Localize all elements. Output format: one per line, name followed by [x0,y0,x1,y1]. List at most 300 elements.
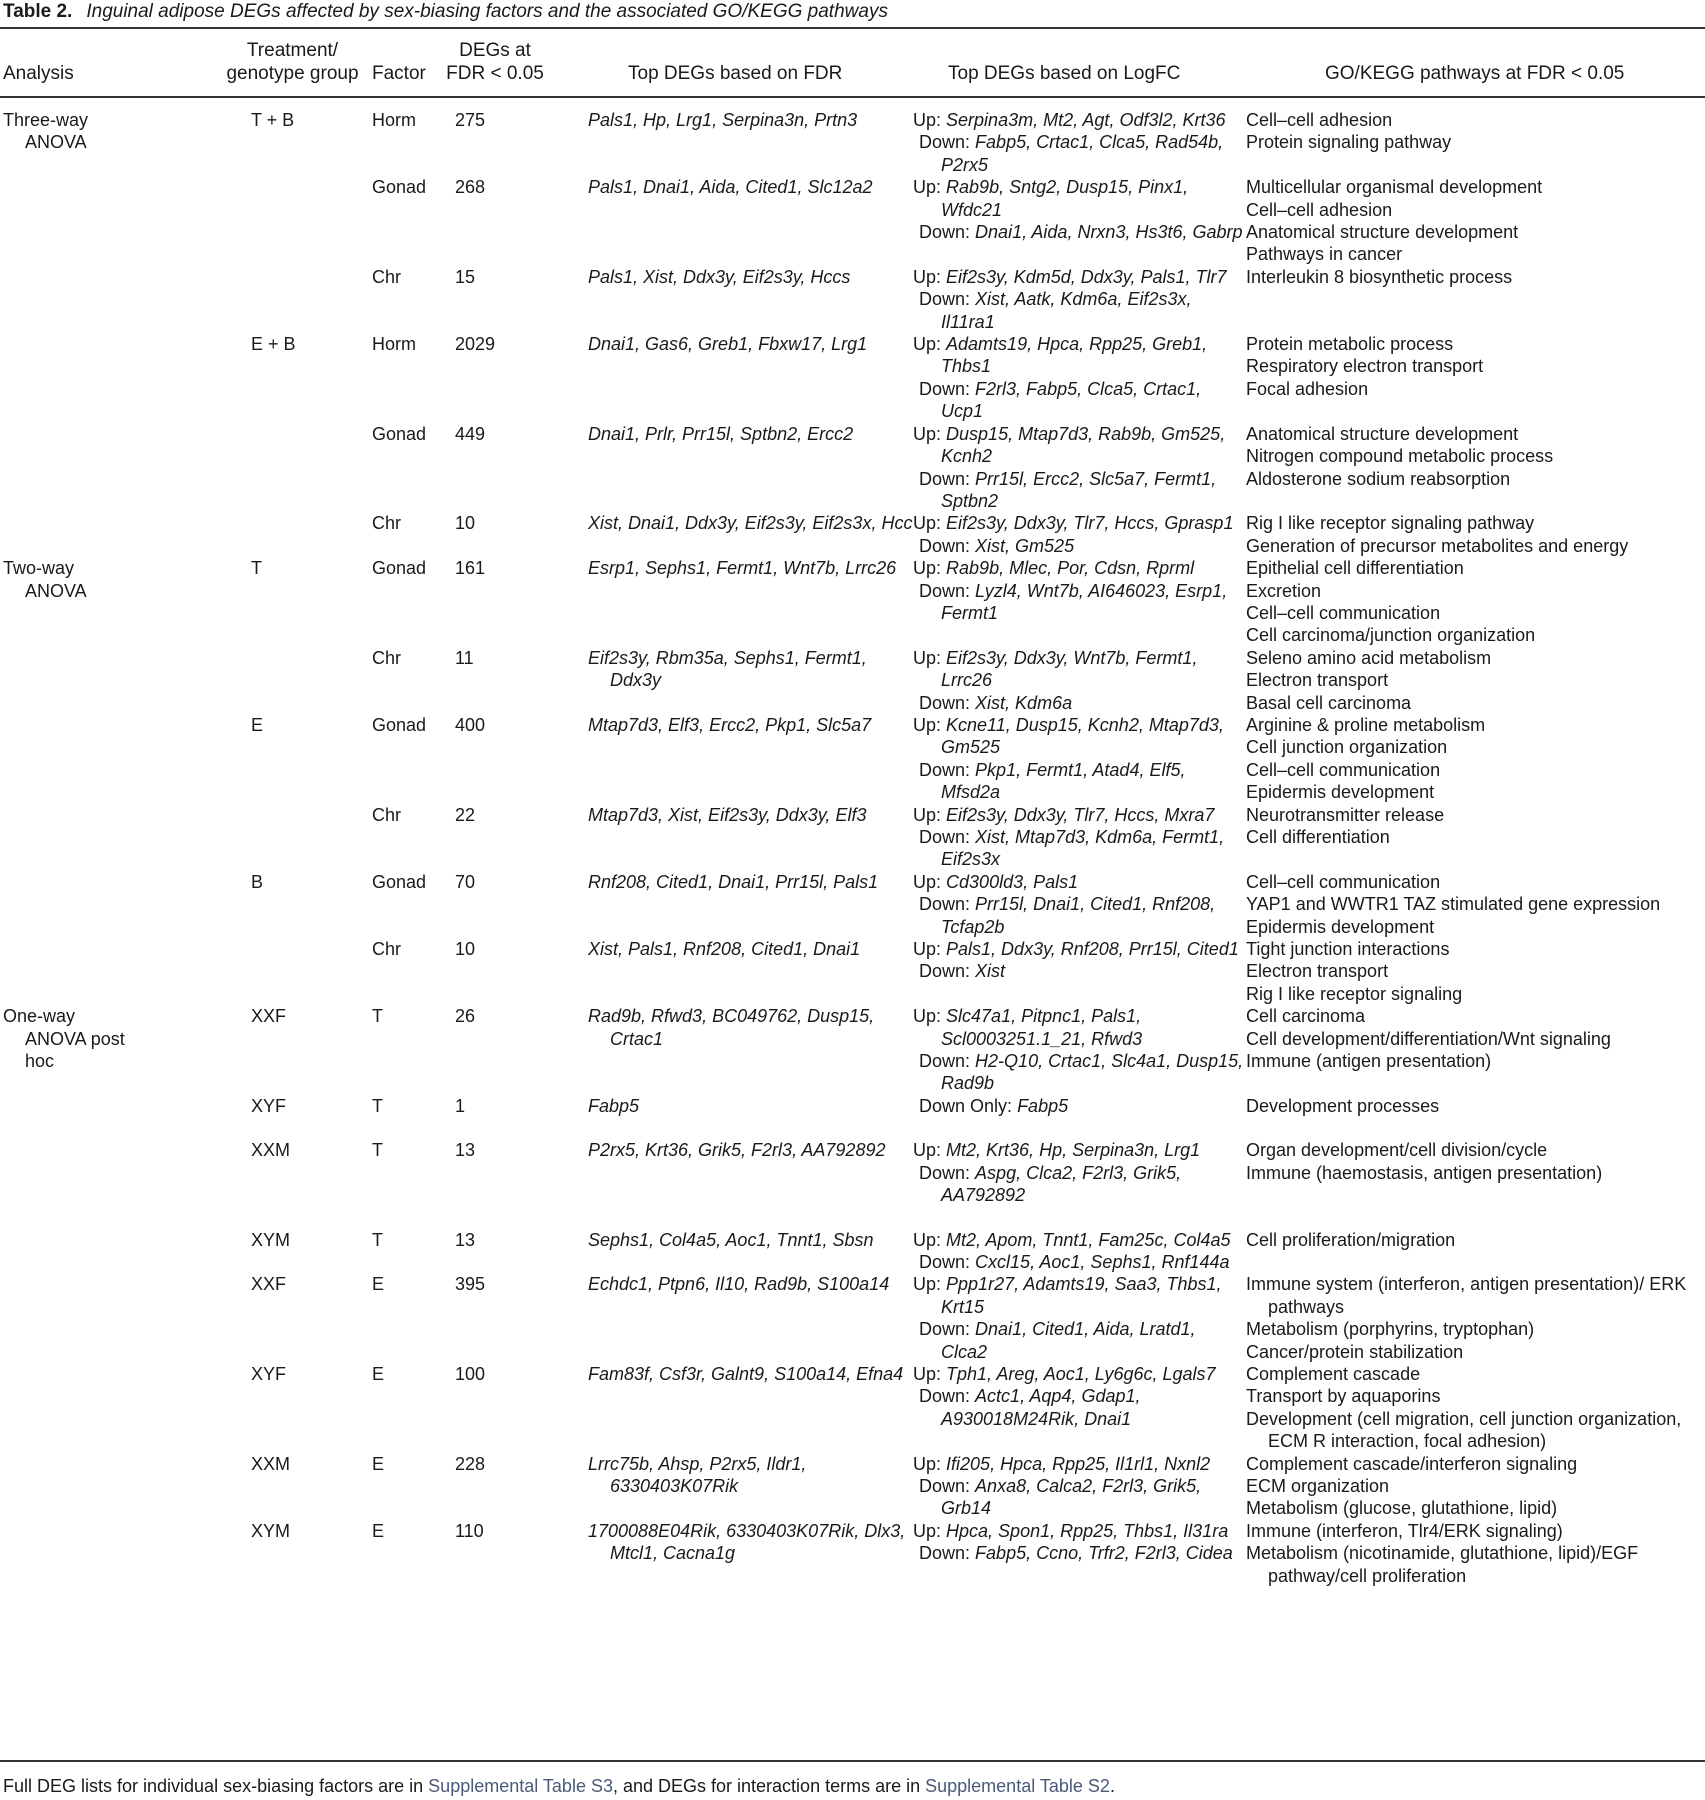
treatment-group: XYM [251,1229,291,1250]
treatment-group: XYF [251,1363,287,1384]
logfc-direction: Down: [919,289,971,310]
logfc-direction: Down: [919,1251,971,1272]
top-fdr-genes: Pals1, Dnai1, Aida, Cited1, Slc12a2 [588,177,873,198]
cell-analysis [0,1139,233,1206]
cell-group [233,871,372,938]
cell-analysis [0,804,233,871]
top-fdr-genes: Fabp5 [588,1095,640,1116]
logfc-genes: Fabp5, Ccno, Trfr2, F2rl3, Cidea [975,1543,1233,1564]
pathway: Transport by aquaporins [1246,1386,1441,1407]
cell-top-fdr [588,1229,913,1274]
top-fdr-genes: Esrp1, Sephs1, Fermt1, Wnt7b, Lrrc26 [588,558,897,579]
treatment-group: XXM [251,1140,291,1161]
logfc-direction: Down: [919,692,971,713]
cell-analysis [0,871,233,938]
cell-factor: Gonad [372,714,427,735]
pathway: Immune (antigen presentation) [1246,1051,1492,1072]
cell-top-fdr [588,266,913,333]
logfc-entry [913,647,1246,692]
logfc-genes: Slc47a1, Pitpnc1, Pals1, Scl0003251.1_21, Rfwd3 [941,1006,1143,1049]
logfc-direction: Down: [919,378,971,399]
logfc-genes: Hpca, Spon1, Rpp25, Thbs1, Il31ra [946,1520,1229,1541]
logfc-genes: H2-Q10, Crtac1, Slc4a1, Dusp15, Rad9b [941,1051,1244,1094]
logfc-direction: Up: [913,939,942,960]
bottom-rule [0,1760,1705,1762]
cell-analysis [0,647,233,714]
logfc-direction: Down: [919,1051,971,1072]
cell-go-kegg [1246,804,1705,871]
logfc-genes: Kcne11, Dusp15, Kcnh2, Mtap7d3, Gm525 [941,714,1224,758]
cell-top-fdr [588,512,913,557]
cell-analysis [0,714,233,804]
logfc-genes: Dusp15, Mtap7d3, Rab9b, Gm525, Kcnh2 [941,423,1226,467]
header-go-kegg: GO/KEGG pathways at FDR < 0.05 [1325,63,1625,84]
table-row [0,1229,1705,1274]
logfc-entry [913,557,1246,579]
pathway: YAP1 and WWTR1 TAZ stimulated gene expression [1246,894,1661,915]
top-fdr-genes: Dnai1, Gas6, Greb1, Fbxw17, Lrg1 [588,334,868,355]
header-rule [0,96,1705,98]
cell-factor: Chr [372,804,402,825]
logfc-entry [913,423,1246,468]
pathway: Cell–cell communication [1246,759,1441,780]
logfc-direction: Down: [919,961,971,982]
cell-group [233,176,372,266]
table-row [0,1139,1705,1206]
cell-degs-count: 26 [455,1006,476,1027]
cell-go-kegg [1246,1095,1705,1117]
table-row [0,266,1705,333]
pathway: Epidermis development [1246,782,1435,803]
pathway: Cell–cell communication [1246,871,1441,892]
table-row [0,804,1705,871]
logfc-genes: Eif2s3y, Ddx3y, Tlr7, Hccs, Mxra7 [946,804,1215,825]
logfc-direction: Up: [913,513,942,534]
cell-top-fdr [588,647,913,714]
cell-factor: Chr [372,939,402,960]
pathway: Arginine & proline metabolism [1246,714,1486,735]
logfc-entry [913,535,1246,557]
pathway: Excretion [1246,580,1322,601]
treatment-group: XXM [251,1453,291,1474]
cell-top-logfc [913,1229,1246,1274]
pathway: Cancer/protein stabilization [1246,1341,1464,1362]
cell-go-kegg [1246,647,1705,714]
pathway: Seleno amino acid metabolism [1246,647,1492,668]
cell-degs-count: 22 [455,804,476,825]
logfc-genes: Prr15l, Dnai1, Cited1, Rnf208, Tcfap2b [941,894,1216,937]
cell-factor: T [372,1229,383,1250]
cell-top-fdr [588,938,913,1005]
cell-factor: E [372,1520,385,1541]
cell-top-fdr [588,333,913,423]
cell-group [233,1139,372,1206]
logfc-entry [913,1005,1246,1050]
cell-go-kegg [1246,1363,1705,1453]
cell-top-logfc [913,1095,1246,1117]
logfc-genes: Eif2s3y, Ddx3y, Wnt7b, Fermt1, Lrrc26 [941,647,1198,691]
pathway: Neurotransmitter release [1246,804,1445,825]
pathway: Rig I like receptor signaling pathway [1246,513,1535,534]
table-label: Table 2. [3,1,73,22]
logfc-genes: Dnai1, Cited1, Aida, Lratd1, Clca2 [941,1319,1196,1362]
pathway: Cell differentiation [1246,827,1390,847]
logfc-entry [913,1385,1246,1430]
logfc-direction: Up: [913,647,942,668]
cell-factor: Chr [372,513,402,534]
logfc-genes: Cxcl15, Aoc1, Sephs1, Rnf144a [975,1251,1230,1272]
pathway: ECM organization [1246,1475,1390,1496]
top-fdr-genes: Xist, Pals1, Rnf208, Cited1, Dnai1 [588,939,861,960]
supplemental-table-s2-link[interactable]: Supplemental Table S2 [925,1776,1110,1796]
pathway: Anatomical structure development [1246,423,1519,444]
header-treatment-line2: genotype group [226,63,359,84]
cell-top-fdr [588,871,913,938]
pathway: Development processes [1246,1095,1440,1116]
treatment-group: B [251,871,264,892]
cell-group [233,714,372,804]
treatment-group: XXF [251,1006,287,1027]
logfc-entry [913,1251,1246,1273]
logfc-genes: Xist, Gm525 [975,535,1075,556]
cell-degs-count: 110 [455,1520,484,1541]
table-row [0,109,1705,176]
logfc-entry [913,176,1246,221]
cell-group [233,1520,372,1587]
footnote [3,1775,1115,1797]
cell-go-kegg [1246,871,1705,938]
logfc-genes: Eif2s3y, Ddx3y, Tlr7, Hccs, Gprasp1 [946,513,1234,534]
table-row [0,938,1705,1005]
logfc-genes: Ppp1r27, Adamts19, Saa3, Thbs1, Krt15 [941,1274,1222,1317]
cell-degs-count: 449 [455,423,486,444]
header-degs-line2: FDR < 0.05 [446,63,544,84]
cell-analysis [0,423,233,513]
logfc-entry [913,1542,1246,1564]
logfc-entry [913,893,1246,938]
cell-degs-count: 2029 [455,334,496,355]
pathway: Immune (interferon, Tlr4/ERK signaling) [1246,1520,1563,1541]
pathway: Immune (haemostasis, antigen presentation) [1246,1162,1603,1183]
cell-top-logfc [913,266,1246,333]
logfc-entry [913,1095,1246,1117]
cell-group [233,938,372,1005]
cell-factor: Chr [372,647,402,668]
top-rule [0,27,1705,29]
logfc-genes: Anxa8, Calca2, F2rl3, Grik5, Grb14 [941,1475,1202,1519]
cell-go-kegg [1246,512,1705,557]
logfc-direction: Up: [913,1274,942,1295]
logfc-genes: Serpina3m, Mt2, Agt, Odf3l2, Krt36 [946,110,1226,130]
cell-factor: Gonad [372,871,427,892]
table-body [0,109,1705,1587]
pathway: Cell–cell adhesion [1246,110,1393,130]
cell-top-fdr [588,109,913,176]
logfc-entry [913,512,1246,534]
pathway: Cell carcinoma/junction organization [1246,625,1536,646]
logfc-genes: Rab9b, Mlec, Por, Cdsn, Rprml [946,558,1195,579]
cell-factor: Gonad [372,423,427,444]
cell-group [233,804,372,871]
cell-factor: Gonad [372,177,427,198]
table-row [0,423,1705,513]
supplemental-table-s3-link[interactable]: Supplemental Table S3 [428,1776,613,1796]
cell-top-logfc [913,1273,1246,1363]
cell-top-logfc [913,871,1246,938]
cell-factor: E [372,1274,385,1295]
cell-go-kegg [1246,557,1705,647]
cell-top-logfc [913,804,1246,871]
logfc-entry [913,109,1246,131]
cell-go-kegg [1246,333,1705,423]
logfc-entry [913,468,1246,513]
cell-go-kegg [1246,1453,1705,1520]
top-fdr-genes: Pals1, Xist, Ddx3y, Eif2s3y, Hccs [588,266,851,287]
analysis-label: ANOVA post [25,1028,125,1049]
deg-table [0,109,1705,1587]
pathway: Aldosterone sodium reabsorption [1246,468,1511,489]
analysis-label: Two-way [3,558,75,579]
logfc-genes: Fabp5, Crtac1, Clca5, Rad54b, P2rx5 [941,132,1224,175]
cell-group [233,423,372,513]
cell-go-kegg [1246,1005,1705,1095]
cell-analysis [0,1453,233,1520]
logfc-genes: Actc1, Aqp4, Gdap1, A930018M24Rik, Dnai1 [941,1386,1141,1429]
cell-go-kegg [1246,176,1705,266]
cell-group [233,109,372,176]
cell-go-kegg [1246,714,1705,804]
logfc-genes: Ifi205, Hpca, Rpp25, Il1rl1, Nxnl2 [946,1453,1211,1474]
logfc-direction: Up: [913,423,942,444]
logfc-direction: Up: [913,1006,942,1027]
logfc-genes: Cd300ld3, Pals1 [946,871,1079,892]
logfc-entry [913,938,1246,960]
logfc-entry [913,333,1246,378]
logfc-entry [913,1520,1246,1542]
cell-top-fdr [588,1273,913,1363]
pathway: Anatomical structure development [1246,222,1519,243]
cell-degs-count: 100 [455,1363,486,1384]
logfc-genes: Rab9b, Sntg2, Dusp15, Pinx1, Wfdc21 [941,177,1189,220]
pathway: Nitrogen compound metabolic process [1246,446,1554,467]
cell-analysis [0,512,233,557]
cell-analysis [0,1363,233,1453]
cell-factor: Horm [372,110,416,130]
top-fdr-genes: Dnai1, Prlr, Prr15l, Sptbn2, Ercc2 [588,423,854,444]
cell-top-fdr [588,1139,913,1206]
table-row [0,557,1705,647]
treatment-group: XXF [251,1274,287,1295]
logfc-direction: Down: [919,1386,971,1407]
pathway: Electron transport [1246,670,1389,691]
header-treatment [200,39,385,85]
logfc-genes: Fabp5 [1017,1095,1069,1116]
table-title [3,0,888,24]
cell-top-fdr [588,557,913,647]
cell-degs-count: 13 [455,1140,476,1161]
pathway: Cell junction organization [1246,737,1448,758]
cell-factor: E [372,1453,385,1474]
logfc-direction: Down: [919,468,971,489]
logfc-entry [913,960,1246,982]
logfc-genes: Adamts19, Hpca, Rpp25, Greb1, Thbs1 [941,334,1208,377]
cell-factor: Gonad [372,558,427,579]
cell-top-logfc [913,714,1246,804]
pathway: Focal adhesion [1246,378,1369,399]
treatment-group: XYF [251,1095,287,1116]
top-fdr-genes: Echdc1, Ptpn6, Il10, Rad9b, S100a14 [588,1274,890,1295]
logfc-direction: Up: [913,804,942,825]
cell-analysis [0,333,233,423]
cell-top-logfc [913,1453,1246,1520]
logfc-direction: Down Only: [919,1095,1013,1116]
logfc-direction: Up: [913,177,942,198]
pathway: Complement cascade/interferon signaling [1246,1453,1578,1474]
cell-factor: E [372,1363,385,1384]
table-row [0,512,1705,557]
cell-factor: T [372,1140,383,1161]
cell-top-logfc [913,938,1246,1005]
cell-group [233,266,372,333]
cell-go-kegg [1246,1273,1705,1363]
logfc-entry [913,1162,1246,1207]
top-fdr-genes: P2rx5, Krt36, Grik5, F2rl3, AA792892 [588,1140,886,1161]
logfc-direction: Up: [913,871,942,892]
cell-degs-count: 70 [455,871,476,892]
header-treatment-line1: Treatment/ [246,40,339,61]
logfc-direction: Down: [919,535,971,556]
top-fdr-genes: Rnf208, Cited1, Dnai1, Prr15l, Pals1 [588,871,879,892]
cell-analysis [0,176,233,266]
top-fdr-genes: Xist, Dnai1, Ddx3y, Eif2s3y, Eif2s3x, Hcc [588,513,913,534]
table-row [0,176,1705,266]
cell-group [233,1363,372,1453]
top-fdr-genes: Mtap7d3, Elf3, Ercc2, Pkp1, Slc5a7 [588,714,872,735]
logfc-direction: Down: [919,222,971,243]
logfc-genes: Xist, Aatk, Kdm6a, Eif2s3x, Il11ra1 [941,289,1192,332]
logfc-entry [913,266,1246,288]
cell-group [233,1453,372,1520]
logfc-entry [913,871,1246,893]
logfc-direction: Up: [913,334,942,355]
cell-degs-count: 161 [455,558,486,579]
cell-group [233,557,372,647]
cell-go-kegg [1246,109,1705,176]
pathway: Electron transport [1246,961,1389,982]
cell-group [233,333,372,423]
cell-analysis [0,109,233,176]
cell-go-kegg [1246,1229,1705,1274]
cell-analysis [0,1095,233,1117]
pathway: Cell carcinoma [1246,1006,1366,1027]
logfc-entry [913,1273,1246,1318]
logfc-direction: Down: [919,827,971,847]
logfc-direction: Down: [919,759,971,780]
logfc-genes: Lyzl4, Wnt7b, AI646023, Esrp1, Fermt1 [941,580,1228,623]
logfc-genes: Mt2, Apom, Tnnt1, Fam25c, Col4a5 [946,1229,1231,1250]
treatment-group: E + B [251,334,296,355]
logfc-entry [913,580,1246,625]
pathway: Epidermis development [1246,916,1435,937]
pathway: Protein metabolic process [1246,334,1454,355]
footnote-text-2: , and DEGs for interaction terms are in [612,1776,926,1796]
cell-analysis [0,1229,233,1274]
cell-top-fdr [588,1363,913,1453]
top-fdr-genes: Fam83f, Csf3r, Galnt9, S100a14, Efna4 [588,1363,904,1384]
logfc-direction: Down: [919,1162,971,1183]
top-fdr-genes: Eif2s3y, Rbm35a, Sephs1, Fermt1, Ddx3y [588,647,867,691]
logfc-genes: Dnai1, Aida, Nrxn3, Hs3t6, Gabrp [975,222,1243,243]
header-degs [440,39,550,85]
logfc-genes: Pkp1, Fermt1, Atad4, Elf5, Mfsd2a [941,759,1186,803]
pathway: Cell–cell adhesion [1246,199,1393,220]
logfc-entry [913,1050,1246,1095]
logfc-direction: Up: [913,1229,942,1250]
cell-top-logfc [913,423,1246,513]
logfc-entry [913,1363,1246,1385]
logfc-direction: Up: [913,714,942,735]
cell-factor: T [372,1095,383,1116]
cell-factor: Chr [372,266,402,287]
analysis-label: ANOVA [25,580,87,601]
cell-go-kegg [1246,423,1705,513]
logfc-genes: Prr15l, Ercc2, Slc5a7, Fermt1, Sptbn2 [941,468,1217,511]
logfc-entry [913,759,1246,804]
top-fdr-genes: Mtap7d3, Xist, Eif2s3y, Ddx3y, Elf3 [588,804,867,825]
logfc-entry [913,288,1246,333]
cell-analysis [0,1005,233,1095]
pathway: Pathways in cancer [1246,244,1403,265]
pathway: Metabolism (glucose, glutathione, lipid) [1246,1498,1558,1519]
cell-go-kegg [1246,266,1705,333]
logfc-entry [913,1229,1246,1251]
treatment-group: XYM [251,1520,291,1541]
cell-degs-count: 395 [455,1274,486,1295]
cell-group [233,647,372,714]
logfc-entry [913,826,1246,871]
logfc-direction: Down: [919,132,971,153]
cell-top-logfc [913,512,1246,557]
logfc-entry [913,1318,1246,1363]
top-fdr-genes: Rad9b, Rfwd3, BC049762, Dusp15, Crtac1 [588,1006,875,1049]
logfc-direction: Up: [913,266,942,287]
logfc-entry [913,221,1246,243]
cell-top-logfc [913,1139,1246,1206]
pathway: Interleukin 8 biosynthetic process [1246,266,1513,287]
header-factor: Factor [372,63,426,84]
treatment-group: T + B [251,110,295,130]
table-row [0,1273,1705,1363]
cell-top-fdr [588,423,913,513]
cell-top-logfc [913,1005,1246,1095]
cell-group [233,1005,372,1095]
logfc-genes: Aspg, Clca2, F2rl3, Grik5, AA792892 [941,1162,1182,1206]
cell-top-fdr [588,804,913,871]
logfc-direction: Down: [919,1319,971,1340]
logfc-genes: Xist [975,961,1006,982]
pathway: Complement cascade [1246,1363,1421,1384]
logfc-entry [913,1475,1246,1520]
cell-group [233,1273,372,1363]
table-row [0,1095,1705,1117]
table-row [0,647,1705,714]
logfc-direction: Up: [913,1363,942,1384]
analysis-label: One-way [3,1006,76,1027]
cell-group [233,1095,372,1117]
pathway: Immune system (interferon, antigen presentation)/ ERK pathways [1246,1274,1687,1317]
cell-top-fdr [588,1520,913,1587]
pathway: Cell proliferation/migration [1246,1229,1456,1250]
